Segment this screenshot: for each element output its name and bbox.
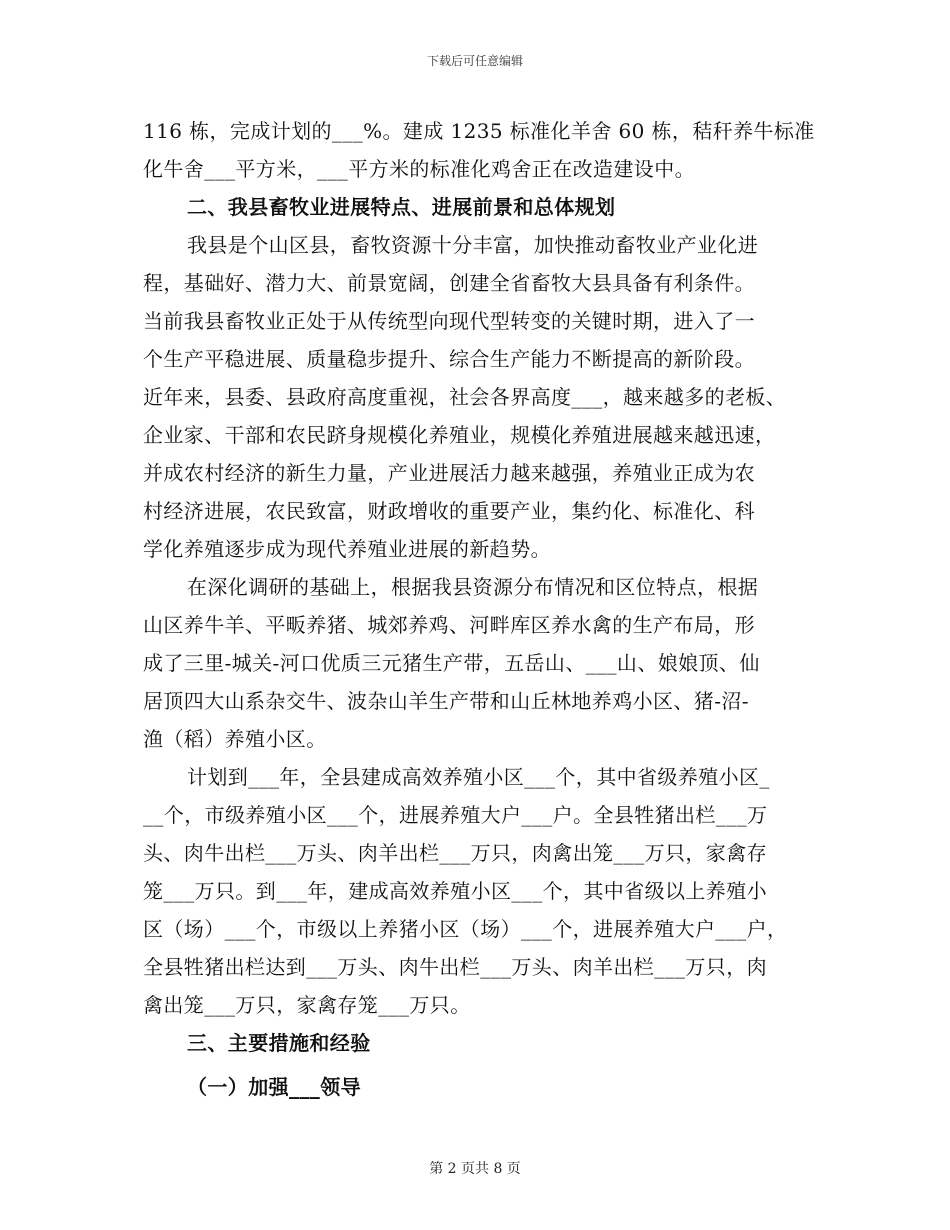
text-line: 全县牲猪出栏达到___万头、肉牛出栏___万头、肉羊出栏___万只，肉 (143, 955, 767, 979)
text-line: 居顶四大山系杂交牛、波杂山羊生产带和山丘林地养鸡小区、猪-沼- (143, 689, 749, 713)
text-line: 程，基础好、潜力大、前景宽阔，创建全省畜牧大县具备有利条件。 (143, 271, 755, 295)
text-line: 渔（稻）养殖小区。 (143, 727, 327, 751)
text-line: 当前我县畜牧业正处于从传统型向现代型转变的关键时期，进入了一 (143, 309, 755, 333)
text-line: 学化养殖逐步成为现代养殖业进展的新趋势。 (143, 537, 551, 561)
document-body (143, 112, 815, 1106)
page-footer: 第 2 页共 8 页 (429, 1161, 521, 1177)
section-heading: 二、我县畜牧业进展特点、进展前景和总体规划 (187, 195, 616, 219)
text-line: 企业家、干部和农民跻身规模化养殖业，规模化养殖进展越来越迅速， (143, 423, 776, 447)
text-line: 村经济进展，农民致富，财政增收的重要产业，集约化、标准化、科 (143, 499, 755, 523)
text-line: 计划到___年，全县建成高效养殖小区___个，其中省级养殖小区_ (187, 765, 770, 789)
text-line: 116 栋，完成计划的___%。建成 1235 标准化羊舍 60 栋，秸秆养牛标准 (143, 119, 815, 143)
text-line: 头、肉牛出栏___万头、肉羊出栏___万只，肉禽出笼___万只，家禽存 (143, 841, 767, 865)
text-line: 我县是个山区县，畜牧资源十分丰富，加快推动畜牧业产业化进 (187, 233, 759, 257)
text-line: 禽出笼___万只，家禽存笼___万只。 (143, 993, 471, 1017)
section-heading: 三、主要措施和经验 (187, 1031, 371, 1055)
text-line: 化牛舍___平方米，___平方米的标准化鸡舍正在改造建设中。 (143, 157, 695, 181)
text-line: 区（场）___个，市级以上养猪小区（场）___个，进展养殖大户___户， (143, 917, 788, 941)
text-line: 山区养牛羊、平畈养猪、城郊养鸡、河畔库区养水禽的生产布局，形 (143, 613, 755, 637)
text-line: 在深化调研的基础上，根据我县资源分布情况和区位特点，根据 (187, 575, 759, 599)
text-line: 个生产平稳进展、质量稳步提升、综合生产能力不断提高的新阶段。 (143, 347, 755, 371)
text-line: 笼___万只。到___年，建成高效养殖小区___个，其中省级以上养殖小 (143, 879, 767, 903)
subsection-heading: （一）加强___领导 (187, 1075, 361, 1099)
text-line: __个，市级养殖小区___个，进展养殖大户___户。全县牲猪出栏___万 (143, 803, 768, 827)
page-header: 下载后可任意编辑 (426, 54, 523, 68)
text-line: 成了三里-城关-河口优质三元猪生产带，五岳山、___山、娘娘顶、仙 (143, 651, 760, 675)
text-line: 并成农村经济的新生力量，产业进展活力越来越强，养殖业正成为农 (143, 461, 755, 485)
text-line: 近年来，县委、县政府高度重视，社会各界高度___，越来越多的老板、 (143, 385, 787, 409)
